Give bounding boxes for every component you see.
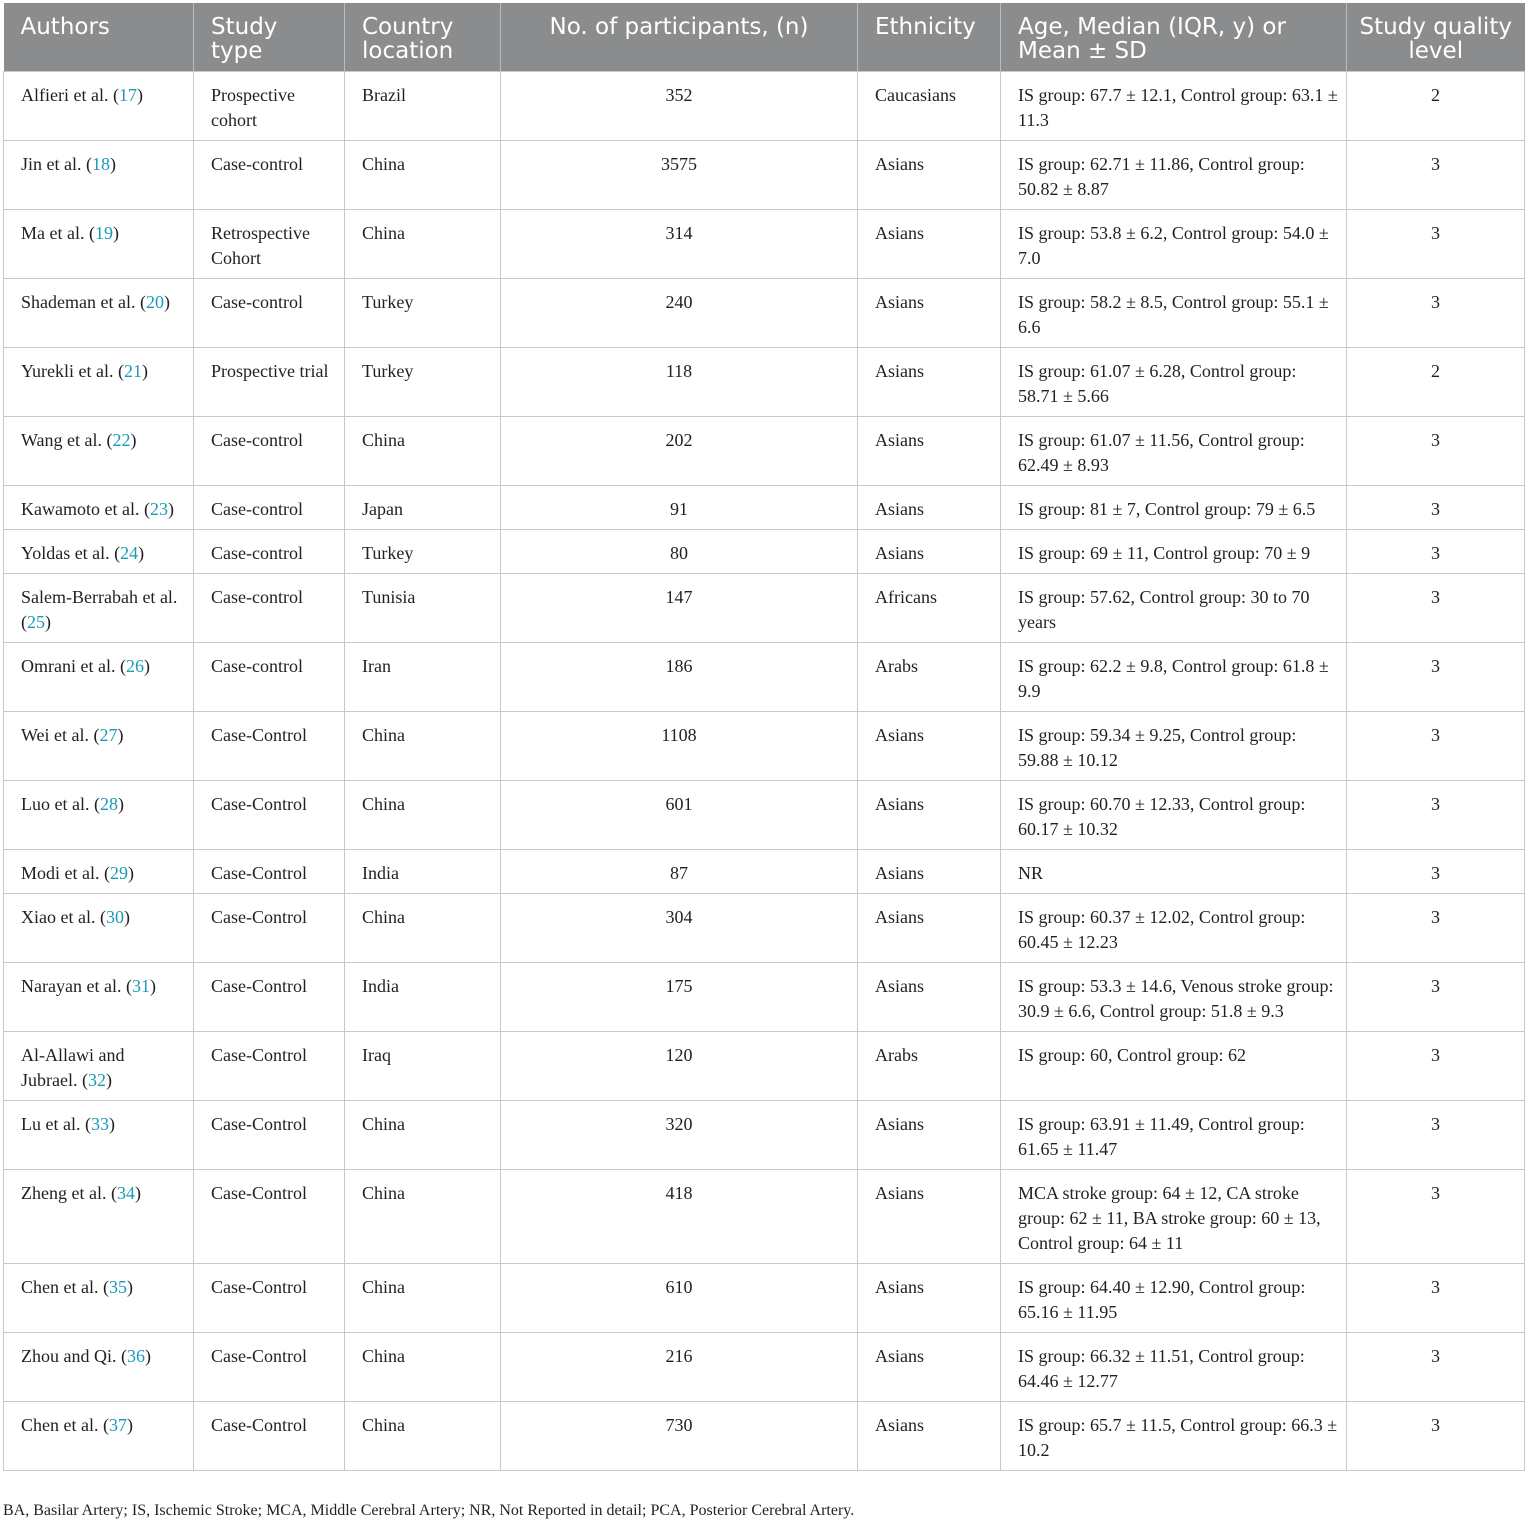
table-row — [4, 348, 1525, 417]
cell-study-type: Case-control — [194, 141, 345, 210]
reference-link[interactable]: 35 — [108, 1277, 127, 1297]
cell-quality: 3 — [1347, 279, 1525, 348]
cell-study-type: Prospective cohort — [194, 72, 345, 141]
table-row — [4, 643, 1525, 712]
author-close-paren: ) — [112, 223, 119, 243]
table-row — [4, 417, 1525, 486]
cell-age: IS group: 53.8 ± 6.2, Control group: 54.0 ± 7.0 — [1001, 210, 1347, 279]
cell-quality: 3 — [1347, 530, 1525, 574]
table-row — [4, 210, 1525, 279]
table-row — [4, 1101, 1525, 1170]
author-close-paren: ) — [130, 430, 137, 450]
cell-author — [4, 1101, 194, 1170]
reference-link[interactable]: 20 — [145, 292, 164, 312]
table-body — [4, 72, 1525, 1471]
author-name: Modi et al. ( — [21, 863, 110, 883]
header-age: Age, Median (IQR, y) or Mean ± SD — [1001, 3, 1347, 72]
cell-age: IS group: 65.7 ± 11.5, Control group: 66.3 ± 10.2 — [1001, 1402, 1347, 1471]
reference-link[interactable]: 34 — [116, 1183, 135, 1203]
cell-quality: 3 — [1347, 1170, 1525, 1264]
author-name: Wei et al. ( — [21, 725, 100, 745]
author-name: Alfieri et al. ( — [21, 85, 119, 105]
reference-link[interactable]: 24 — [120, 543, 139, 563]
cell-age: IS group: 63.91 ± 11.49, Control group: 61.65 ± 11.47 — [1001, 1101, 1347, 1170]
cell-ethnicity: Asians — [858, 210, 1001, 279]
cell-study-type: Case-Control — [194, 963, 345, 1032]
cell-participants: 80 — [501, 530, 858, 574]
cell-participants: 186 — [501, 643, 858, 712]
cell-participants: 147 — [501, 574, 858, 643]
cell-country: China — [345, 1264, 501, 1333]
cell-participants: 1108 — [501, 712, 858, 781]
author-name: Luo et al. ( — [21, 794, 100, 814]
author-close-paren: ) — [144, 1346, 151, 1366]
cell-participants: 3575 — [501, 141, 858, 210]
cell-ethnicity: Asians — [858, 1170, 1001, 1264]
cell-ethnicity: Asians — [858, 781, 1001, 850]
cell-author — [4, 1402, 194, 1471]
author-name: Salem-Berrabah et al. ( — [21, 587, 178, 632]
cell-author — [4, 1170, 194, 1264]
reference-link[interactable]: 27 — [99, 725, 118, 745]
cell-country: India — [345, 963, 501, 1032]
author-name: Narayan et al. ( — [21, 976, 132, 996]
author-close-paren: ) — [143, 656, 150, 676]
study-table — [3, 3, 1525, 1471]
cell-ethnicity: Asians — [858, 1333, 1001, 1402]
author-close-paren: ) — [127, 863, 134, 883]
cell-age: IS group: 67.7 ± 12.1, Control group: 63.1 ± 11.3 — [1001, 72, 1347, 141]
cell-study-type: Case-Control — [194, 894, 345, 963]
cell-author — [4, 850, 194, 894]
cell-ethnicity: Asians — [858, 486, 1001, 530]
cell-quality: 3 — [1347, 1333, 1525, 1402]
cell-author — [4, 643, 194, 712]
cell-country: Brazil — [345, 72, 501, 141]
reference-link[interactable]: 33 — [90, 1114, 109, 1134]
header-ethnicity: Ethnicity — [858, 3, 1001, 72]
cell-age: IS group: 81 ± 7, Control group: 79 ± 6.5 — [1001, 486, 1347, 530]
cell-participants: 175 — [501, 963, 858, 1032]
cell-age: IS group: 62.2 ± 9.8, Control group: 61.8 ± 9.9 — [1001, 643, 1347, 712]
cell-country: China — [345, 1101, 501, 1170]
table-row — [4, 1333, 1525, 1402]
author-name: Zhou and Qi. ( — [21, 1346, 127, 1366]
cell-author — [4, 348, 194, 417]
cell-participants: 352 — [501, 72, 858, 141]
cell-author — [4, 1264, 194, 1333]
cell-author — [4, 781, 194, 850]
cell-country: China — [345, 1402, 501, 1471]
cell-study-type: Case-Control — [194, 1101, 345, 1170]
table-row — [4, 781, 1525, 850]
cell-author — [4, 486, 194, 530]
cell-ethnicity: Asians — [858, 279, 1001, 348]
cell-quality: 3 — [1347, 210, 1525, 279]
cell-participants: 314 — [501, 210, 858, 279]
cell-quality: 3 — [1347, 486, 1525, 530]
reference-link[interactable]: 36 — [126, 1346, 145, 1366]
cell-participants: 610 — [501, 1264, 858, 1333]
cell-country: Turkey — [345, 348, 501, 417]
header-country: Country location — [345, 3, 501, 72]
table-row — [4, 72, 1525, 141]
author-name: Wang et al. ( — [21, 430, 113, 450]
table-row — [4, 279, 1525, 348]
cell-country: China — [345, 417, 501, 486]
author-close-paren: ) — [123, 907, 130, 927]
cell-quality: 3 — [1347, 850, 1525, 894]
cell-ethnicity: Asians — [858, 141, 1001, 210]
cell-study-type: Case-Control — [194, 1032, 345, 1101]
cell-country: Iran — [345, 643, 501, 712]
reference-link[interactable]: 29 — [109, 863, 128, 883]
author-close-paren: ) — [163, 292, 170, 312]
author-close-paren: ) — [117, 725, 124, 745]
cell-participants: 601 — [501, 781, 858, 850]
footnote: BA, Basilar Artery; IS, Ischemic Stroke; MCA, Middle Cerebral Artery; NR, Not Reported in detail; PCA, Posterior Cerebral Artery. — [3, 1502, 855, 1519]
header-participants: No. of participants, (n) — [501, 3, 858, 72]
cell-participants: 320 — [501, 1101, 858, 1170]
reference-link[interactable]: 19 — [94, 223, 113, 243]
cell-age: NR — [1001, 850, 1347, 894]
cell-age: IS group: 61.07 ± 6.28, Control group: 58.71 ± 5.66 — [1001, 348, 1347, 417]
reference-link[interactable]: 26 — [125, 656, 144, 676]
cell-participants: 120 — [501, 1032, 858, 1101]
author-close-paren: ) — [117, 794, 124, 814]
cell-quality: 3 — [1347, 963, 1525, 1032]
cell-ethnicity: Asians — [858, 348, 1001, 417]
cell-participants: 304 — [501, 894, 858, 963]
author-close-paren: ) — [108, 1114, 115, 1134]
cell-author — [4, 1032, 194, 1101]
table-row — [4, 530, 1525, 574]
author-close-paren: ) — [167, 499, 174, 519]
reference-link[interactable]: 25 — [27, 612, 45, 632]
author-close-paren: ) — [105, 1070, 112, 1090]
reference-link[interactable]: 17 — [118, 85, 137, 105]
author-name: Al-Allawi and Jubrael. ( — [21, 1045, 125, 1090]
author-name: Omrani et al. ( — [21, 656, 126, 676]
cell-quality: 3 — [1347, 1101, 1525, 1170]
cell-author — [4, 712, 194, 781]
author-close-paren: ) — [138, 543, 145, 563]
cell-author — [4, 141, 194, 210]
cell-author — [4, 279, 194, 348]
cell-country: China — [345, 1333, 501, 1402]
cell-age: IS group: 60.37 ± 12.02, Control group: 60.45 ± 12.23 — [1001, 894, 1347, 963]
table-row — [4, 1402, 1525, 1471]
header-authors: Authors — [4, 3, 194, 72]
cell-participants: 418 — [501, 1170, 858, 1264]
cell-age: IS group: 61.07 ± 11.56, Control group: 62.49 ± 8.93 — [1001, 417, 1347, 486]
cell-study-type: Case-Control — [194, 850, 345, 894]
cell-ethnicity: Asians — [858, 850, 1001, 894]
cell-country: Japan — [345, 486, 501, 530]
cell-ethnicity: Asians — [858, 417, 1001, 486]
cell-author — [4, 894, 194, 963]
cell-participants: 730 — [501, 1402, 858, 1471]
table-row — [4, 850, 1525, 894]
cell-quality: 3 — [1347, 712, 1525, 781]
author-close-paren: ) — [126, 1415, 133, 1435]
table-row — [4, 712, 1525, 781]
cell-quality: 3 — [1347, 1032, 1525, 1101]
cell-study-type: Case-control — [194, 643, 345, 712]
cell-study-type: Case-control — [194, 279, 345, 348]
cell-quality: 2 — [1347, 72, 1525, 141]
cell-study-type: Case-control — [194, 574, 345, 643]
author-name: Chen et al. ( — [21, 1277, 109, 1297]
cell-study-type: Case-Control — [194, 1333, 345, 1402]
cell-participants: 91 — [501, 486, 858, 530]
cell-study-type: Case-Control — [194, 781, 345, 850]
cell-participants: 216 — [501, 1333, 858, 1402]
author-close-paren: ) — [45, 612, 51, 632]
author-close-paren: ) — [134, 1183, 141, 1203]
table-row — [4, 1032, 1525, 1101]
cell-author — [4, 574, 194, 643]
cell-ethnicity: Caucasians — [858, 72, 1001, 141]
cell-quality: 3 — [1347, 574, 1525, 643]
cell-author — [4, 72, 194, 141]
table-row — [4, 1170, 1525, 1264]
table-row — [4, 894, 1525, 963]
author-name: Jin et al. ( — [21, 154, 92, 174]
author-name: Yurekli et al. ( — [21, 361, 124, 381]
cell-country: Tunisia — [345, 574, 501, 643]
table-row — [4, 963, 1525, 1032]
cell-author — [4, 530, 194, 574]
cell-country: China — [345, 894, 501, 963]
cell-participants: 240 — [501, 279, 858, 348]
reference-link[interactable]: 30 — [105, 907, 124, 927]
cell-participants: 118 — [501, 348, 858, 417]
cell-age: IS group: 62.71 ± 11.86, Control group: 50.82 ± 8.87 — [1001, 141, 1347, 210]
author-name: Shademan et al. ( — [21, 292, 146, 312]
cell-age: IS group: 64.40 ± 12.90, Control group: 65.16 ± 11.95 — [1001, 1264, 1347, 1333]
author-close-paren: ) — [149, 976, 156, 996]
cell-quality: 3 — [1347, 643, 1525, 712]
cell-author — [4, 210, 194, 279]
cell-study-type: Case-Control — [194, 712, 345, 781]
cell-country: China — [345, 712, 501, 781]
table-row — [4, 141, 1525, 210]
cell-author — [4, 417, 194, 486]
author-name: Lu et al. ( — [21, 1114, 91, 1134]
cell-age: IS group: 57.62, Control group: 30 to 70 years — [1001, 574, 1347, 643]
cell-participants: 202 — [501, 417, 858, 486]
reference-link[interactable]: 32 — [87, 1070, 106, 1090]
cell-study-type: Case-control — [194, 417, 345, 486]
cell-country: Iraq — [345, 1032, 501, 1101]
cell-ethnicity: Asians — [858, 712, 1001, 781]
reference-link[interactable]: 18 — [91, 154, 110, 174]
reference-link[interactable]: 22 — [112, 430, 131, 450]
cell-age: IS group: 53.3 ± 14.6, Venous stroke group: 30.9 ± 6.6, Control group: 51.8 ± 9.3 — [1001, 963, 1347, 1032]
cell-ethnicity: Asians — [858, 963, 1001, 1032]
cell-study-type: Case-control — [194, 486, 345, 530]
cell-ethnicity: Asians — [858, 894, 1001, 963]
cell-age: IS group: 69 ± 11, Control group: 70 ± 9 — [1001, 530, 1347, 574]
cell-age: IS group: 66.32 ± 11.51, Control group: 64.46 ± 12.77 — [1001, 1333, 1347, 1402]
cell-age: MCA stroke group: 64 ± 12, CA stroke group: 62 ± 11, BA stroke group: 60 ± 13, Control group: 64 ± 11 — [1001, 1170, 1347, 1264]
author-name: Ma et al. ( — [21, 223, 95, 243]
author-name: Xiao et al. ( — [21, 907, 106, 927]
cell-country: India — [345, 850, 501, 894]
cell-study-type: Prospective trial — [194, 348, 345, 417]
cell-ethnicity: Arabs — [858, 643, 1001, 712]
reference-link[interactable]: 31 — [131, 976, 150, 996]
cell-study-type: Case-Control — [194, 1402, 345, 1471]
cell-quality: 3 — [1347, 894, 1525, 963]
reference-link[interactable]: 37 — [108, 1415, 127, 1435]
cell-country: Turkey — [345, 279, 501, 348]
cell-ethnicity: Asians — [858, 530, 1001, 574]
cell-ethnicity: Asians — [858, 1264, 1001, 1333]
author-name: Yoldas et al. ( — [21, 543, 121, 563]
cell-study-type: Case-control — [194, 530, 345, 574]
cell-ethnicity: Asians — [858, 1101, 1001, 1170]
cell-quality: 3 — [1347, 141, 1525, 210]
header-quality: Study quality level — [1347, 3, 1525, 72]
author-close-paren: ) — [109, 154, 116, 174]
cell-country: China — [345, 210, 501, 279]
cell-age: IS group: 58.2 ± 8.5, Control group: 55.1 ± 6.6 — [1001, 279, 1347, 348]
author-close-paren: ) — [126, 1277, 133, 1297]
cell-age: IS group: 60.70 ± 12.33, Control group: 60.17 ± 10.32 — [1001, 781, 1347, 850]
cell-author — [4, 1333, 194, 1402]
cell-ethnicity: Asians — [858, 1402, 1001, 1471]
author-close-paren: ) — [141, 361, 148, 381]
cell-country: Turkey — [345, 530, 501, 574]
cell-country: China — [345, 1170, 501, 1264]
header-row — [4, 3, 1525, 72]
cell-quality: 3 — [1347, 781, 1525, 850]
cell-age: IS group: 60, Control group: 62 — [1001, 1032, 1347, 1101]
cell-ethnicity: Arabs — [858, 1032, 1001, 1101]
cell-country: China — [345, 781, 501, 850]
cell-study-type: Retrospective Cohort — [194, 210, 345, 279]
table-row — [4, 1264, 1525, 1333]
table-row — [4, 486, 1525, 530]
table-row — [4, 574, 1525, 643]
header-study-type: Study type — [194, 3, 345, 72]
author-name: Kawamoto et al. ( — [21, 499, 150, 519]
author-close-paren: ) — [136, 85, 143, 105]
reference-link[interactable]: 23 — [149, 499, 168, 519]
cell-country: China — [345, 141, 501, 210]
author-name: Zheng et al. ( — [21, 1183, 117, 1203]
cell-quality: 3 — [1347, 1402, 1525, 1471]
reference-link[interactable]: 28 — [99, 794, 118, 814]
cell-study-type: Case-Control — [194, 1170, 345, 1264]
reference-link[interactable]: 21 — [123, 361, 142, 381]
cell-quality: 3 — [1347, 1264, 1525, 1333]
cell-quality: 3 — [1347, 417, 1525, 486]
cell-study-type: Case-Control — [194, 1264, 345, 1333]
cell-author — [4, 963, 194, 1032]
cell-participants: 87 — [501, 850, 858, 894]
cell-quality: 2 — [1347, 348, 1525, 417]
author-name: Chen et al. ( — [21, 1415, 109, 1435]
cell-age: IS group: 59.34 ± 9.25, Control group: 59.88 ± 10.12 — [1001, 712, 1347, 781]
cell-ethnicity: Africans — [858, 574, 1001, 643]
